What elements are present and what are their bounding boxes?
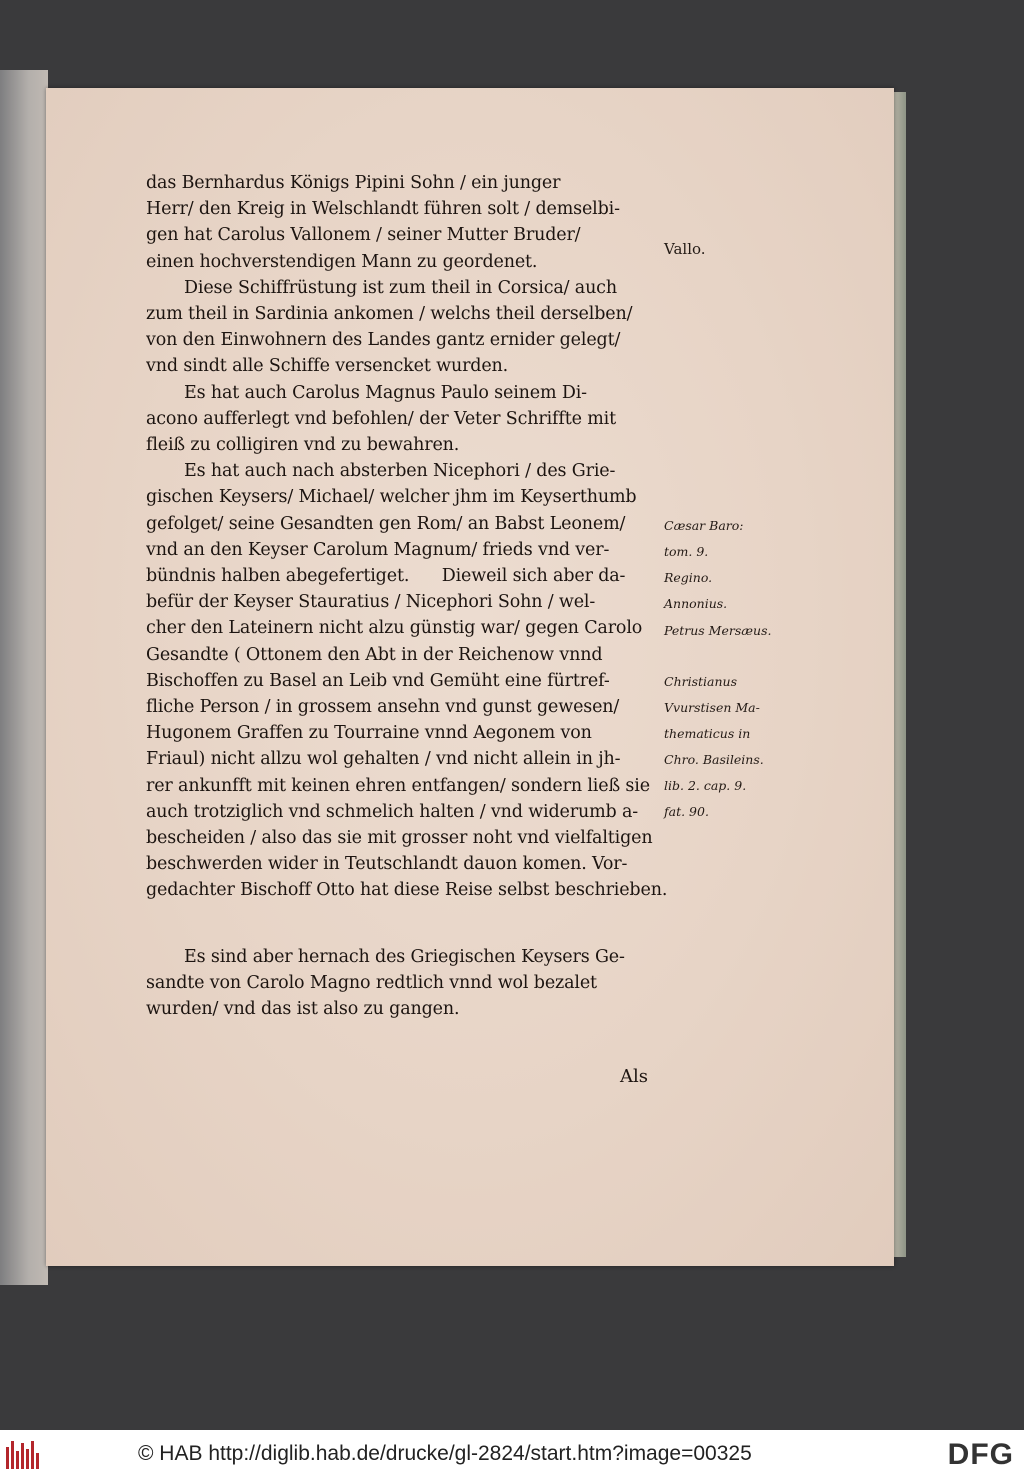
text-line: vnd sindt alle Schiffe versencket wurden. xyxy=(146,356,509,377)
text-line: cher den Lateinern nicht alzu günstig war/ gegen Carolo xyxy=(146,618,643,639)
margin-note: Chro. Basileins. xyxy=(664,752,764,767)
catchword: Als xyxy=(620,1066,648,1087)
text-line: Es hat auch nach absterben Nicephori / des Grie- xyxy=(184,461,616,482)
margin-note: lib. 2. cap. 9. xyxy=(664,778,747,793)
margin-note: Annonius. xyxy=(664,596,728,611)
text-line: gischen Keysers/ Michael/ welcher jhm im Keyserthumb xyxy=(146,487,637,508)
text-line: fliche Person / in grossem ansehn vnd gunst gewesen/ xyxy=(146,697,620,718)
text-line: wurden/ vnd das ist also zu gangen. xyxy=(146,999,460,1020)
text-line: einen hochverstendigen Mann zu geordenet. xyxy=(146,251,538,272)
text-line: Herr/ den Kreig in Welschlandt führen solt / demselbi- xyxy=(146,199,620,220)
text-line: gen hat Carolus Vallonem / seiner Mutter Bruder/ xyxy=(146,225,581,246)
text-line: bescheiden / also das sie mit grosser noht vnd vielfaltigen xyxy=(146,828,653,849)
text-line: das Bernhardus Königs Pipini Sohn / ein junger xyxy=(146,173,561,193)
text-line: Es hat auch Carolus Magnus Paulo seinem Di- xyxy=(184,382,587,403)
margin-note: Vallo. xyxy=(664,240,706,258)
hab-logo-icon xyxy=(6,1439,40,1469)
text-line: von den Einwohnern des Landes gantz ernider gelegt/ xyxy=(146,330,621,351)
text-line: sandte von Carolo Magno redtlich vnnd wol bezalet xyxy=(146,972,597,993)
margin-note: Christianus xyxy=(664,674,737,689)
text-line: auch trotziglich vnd schmelich halten / vnd widerumb a- xyxy=(146,801,639,822)
text-line: Hugonem Graffen zu Tourraine vnnd Aegonem von xyxy=(146,723,592,744)
margin-note: Petrus Mersæus. xyxy=(664,623,772,638)
margin-note: Regino. xyxy=(664,570,713,585)
text-line: befür der Keyser Stauratius / Nicephori Sohn / wel- xyxy=(146,592,596,613)
text-line: vnd an den Keyser Carolum Magnum/ frieds vnd ver- xyxy=(146,539,610,560)
text-line: acono aufferlegt vnd befohlen/ der Veter Schriffte mit xyxy=(146,408,616,429)
footer-bar xyxy=(0,1430,1024,1477)
text-line: Diese Schiffrüstung ist zum theil in Corsica/ auch xyxy=(184,277,617,298)
margin-note: tom. 9. xyxy=(664,544,709,559)
margin-note: thematicus in xyxy=(664,726,751,741)
text-line: fleiß zu colligiren vnd zu bewahren. xyxy=(146,435,460,456)
text-line: Friaul) nicht allzu wol gehalten / vnd nicht allein in jh- xyxy=(146,749,621,770)
copyright-link[interactable]: © HAB http://diglib.hab.de/drucke/gl-2824/start.htm?image=00325 xyxy=(138,1441,752,1465)
dfg-logo: DFG xyxy=(947,1438,1014,1471)
margin-note: Cæsar Baro: xyxy=(664,518,744,533)
text-line: zum theil in Sardinia ankomen / welchs theil derselben/ xyxy=(146,304,633,325)
text-line: Es sind aber hernach des Griegischen Keysers Ge- xyxy=(184,946,625,967)
text-line: gefolget/ seine Gesandten gen Rom/ an Babst Leonem/ xyxy=(146,513,626,534)
text-line: gedachter Bischoff Otto hat diese Reise selbst beschrieben. xyxy=(146,880,668,901)
scanned-page xyxy=(46,88,894,1266)
text-line: beschwerden wider in Teutschlandt dauon komen. Vor- xyxy=(146,854,628,875)
text-line: Gesandte ( Ottonem den Abt in der Reichenow vnnd xyxy=(146,644,603,665)
main-text xyxy=(146,170,676,1022)
text-line: rer ankunfft mit keinen ehren entfangen/ sondern ließ sie xyxy=(146,775,650,796)
margin-note: Vvurstisen Ma- xyxy=(664,700,760,715)
text-line: bündnis halben abegefertiget. Dieweil sich aber da- xyxy=(146,566,626,587)
text-line: Bischoffen zu Basel an Leib vnd Gemüht eine fürtref- xyxy=(146,670,610,691)
previous-page-edge xyxy=(0,70,48,1285)
margin-note: fat. 90. xyxy=(664,804,709,819)
